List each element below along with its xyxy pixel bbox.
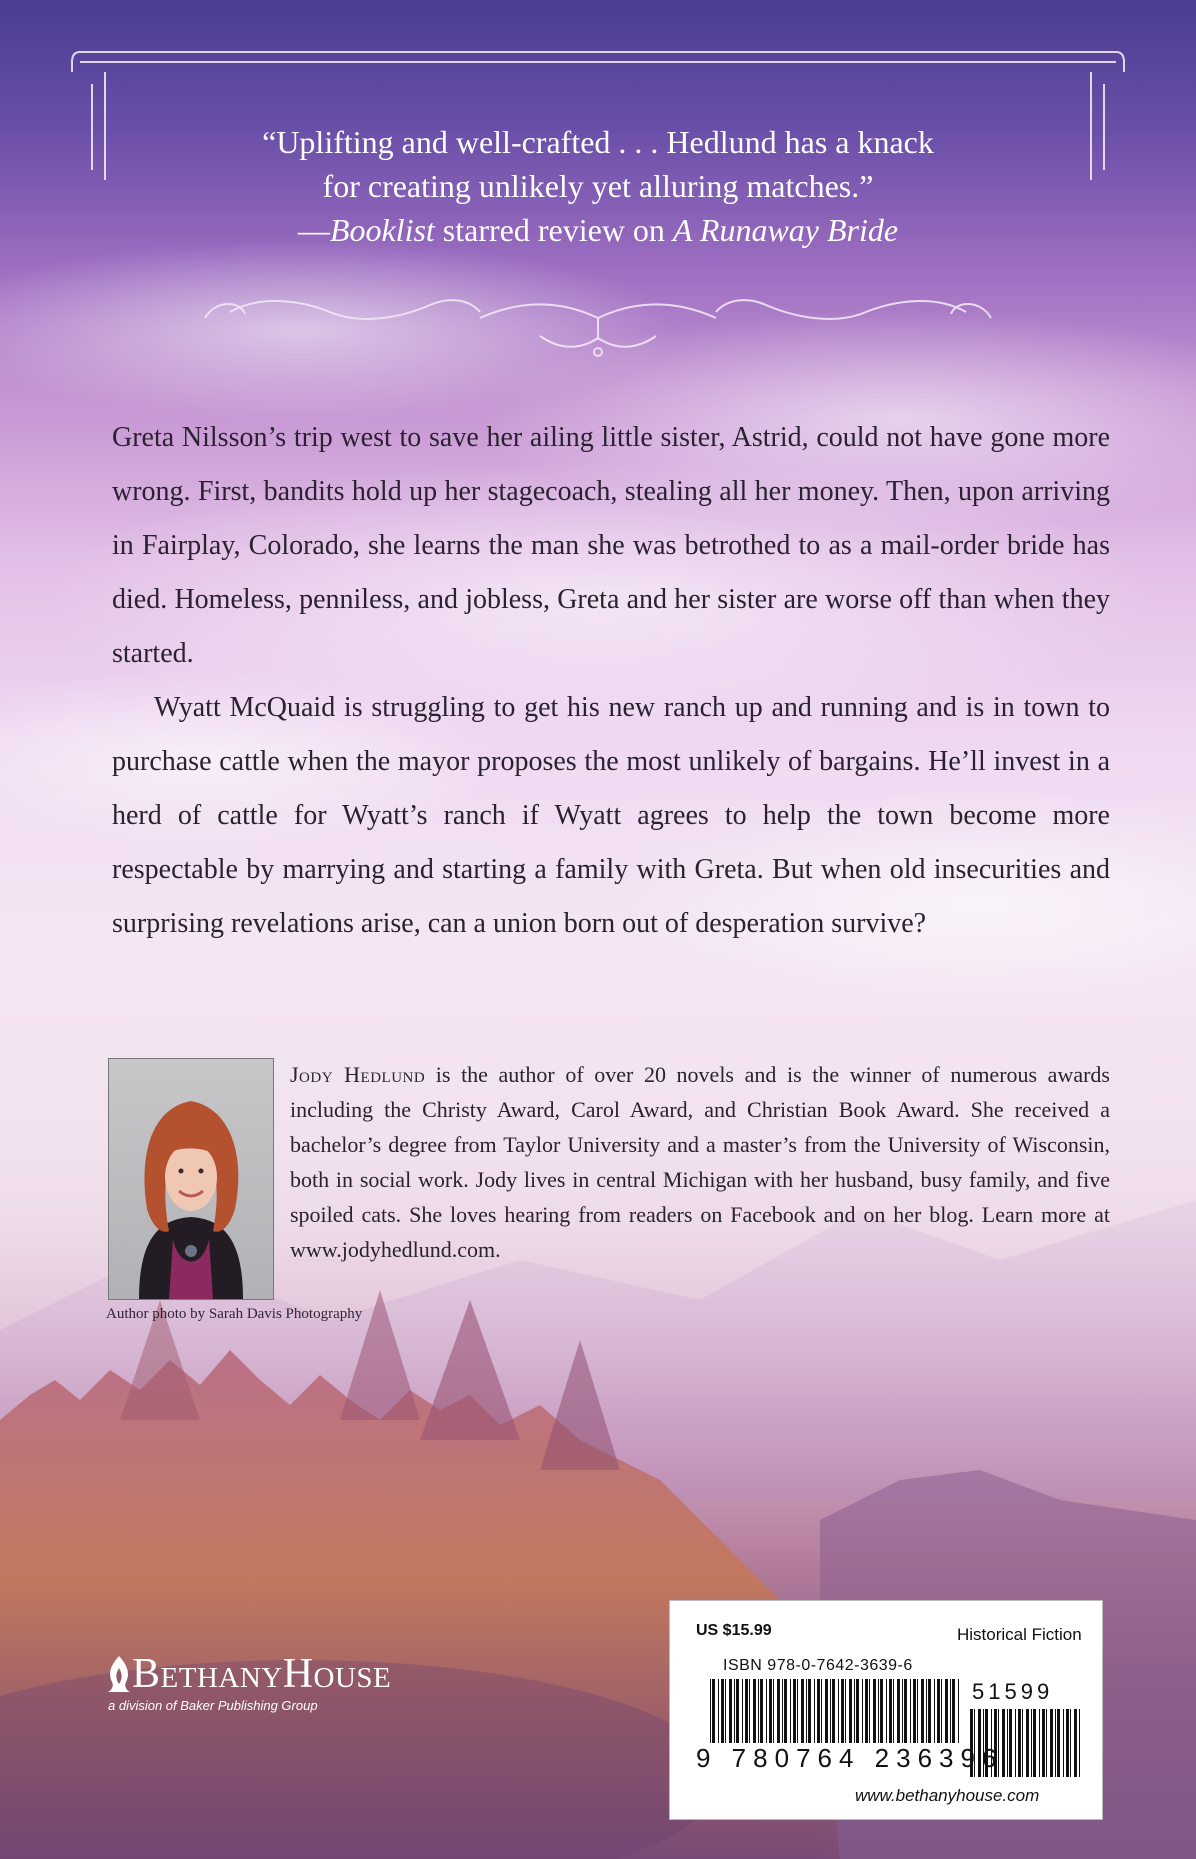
barcode-bar [777,1679,780,1743]
barcode-bar [1042,1709,1045,1777]
quote-line-2: for creating unlikely yet alluring matches.” [322,168,874,204]
barcode-bar [814,1679,815,1743]
barcode-bar [832,1679,835,1743]
barcode-bar [1015,1709,1016,1777]
barcode-bar [904,1679,907,1743]
barcode-bar [710,1679,711,1743]
barcode-bar [1022,1709,1023,1777]
barcode-bar [734,1679,735,1743]
barcode-bar [808,1679,811,1743]
publisher-subtitle: a division of Baker Publishing Group [108,1698,318,1713]
barcode-bar [845,1679,846,1743]
barcode-bar [893,1679,894,1743]
book-blurb [112,411,1110,951]
barcode-bar [937,1679,940,1743]
barcode-bar [1026,1709,1029,1777]
barcode-bar [1033,1709,1036,1777]
barcode-bar [921,1679,924,1743]
barcode-bar [880,1679,883,1743]
barcode-bar [830,1679,831,1743]
barcode-bar [753,1679,756,1743]
barcode-bar [934,1679,935,1743]
attribution-source: Booklist [329,212,435,248]
barcode-bar [1018,1709,1021,1777]
author-bio-text [290,1057,1110,1267]
barcode-bar [1009,1709,1012,1777]
barcode-bar [1079,1709,1080,1777]
author-portrait-icon [109,1059,273,1299]
barcode-bar [797,1679,798,1743]
barcode-bar [910,1679,911,1743]
price-label: US $15.99 [696,1622,772,1639]
barcode-bar [712,1679,715,1743]
barcode-bar [1050,1709,1053,1777]
barcode-bar [889,1679,892,1743]
barcode-bar [721,1679,724,1743]
barcode-bar [745,1679,748,1743]
barcode-bar [769,1679,772,1743]
flame-logo-icon [106,1654,132,1694]
barcode-bar [758,1679,759,1743]
barcode-bar [1046,1709,1047,1777]
barcode-bar [950,1679,951,1743]
barcode-bar [928,1679,931,1743]
barcode-bar [817,1679,820,1743]
isbn-label: ISBN 978-0-7642-3639-6 [723,1657,913,1674]
publisher-logo [106,1650,391,1713]
category-label: Historical Fiction [957,1625,1082,1644]
website-url: www.bethanyhouse.com [855,1786,1040,1805]
barcode-bar [917,1679,918,1743]
barcode-bar [865,1679,868,1743]
barcode-bar [926,1679,927,1743]
barcode-bar [862,1679,863,1743]
barcode-bar [897,1679,900,1743]
barcode-bar [773,1679,774,1743]
review-quote [150,120,1046,252]
barcode-bar [825,1679,828,1743]
barcode-bar [801,1679,804,1743]
barcode-bar [782,1679,783,1743]
barcode-bar [1070,1709,1071,1777]
barcode-bar [838,1679,839,1743]
barcode-bar [958,1679,959,1743]
barcode-bar [749,1679,750,1743]
quote-line-1: “Uplifting and well-crafted . . . Hedlund has a knack [262,124,934,160]
publisher-name-row [106,1650,391,1698]
addon-number: 51599 [972,1679,1054,1704]
barcode-bar [902,1679,903,1743]
attribution-dash: — [297,212,330,248]
quote-attribution [150,208,1046,252]
barcode-bar [718,1679,719,1743]
barcode-bar [856,1679,859,1743]
barcode-bar [878,1679,879,1743]
barcode-bar [784,1679,787,1743]
barcode-bar [945,1679,948,1743]
barcode-bar [854,1679,855,1743]
barcode-bar [952,1679,955,1743]
barcode-bar [873,1679,876,1743]
author-bio [290,1057,1110,1267]
author-photo [108,1058,274,1300]
barcode-bar [841,1679,844,1743]
author-name: Jody Hedlund [290,1062,426,1087]
barcode-bar [760,1679,763,1743]
attribution-middle: starred review on [434,212,673,248]
barcode-bar [1074,1709,1077,1777]
isbn-digits: 9 780764 236396 [696,1743,1004,1773]
barcode-bar [913,1679,916,1743]
barcode-bar [1057,1709,1060,1777]
barcode-bar [742,1679,743,1743]
barcode-bar [869,1679,870,1743]
barcode-bar [793,1679,796,1743]
barcode-bar [1066,1709,1069,1777]
barcode-bar [725,1679,726,1743]
attribution-book-title: A Runaway Bride [672,212,899,248]
barcode-bar [1039,1709,1040,1777]
barcode-bar [766,1679,767,1743]
barcode-bar [1063,1709,1064,1777]
barcode-bar [806,1679,807,1743]
barcode-bar [736,1679,739,1743]
barcode-bar [941,1679,942,1743]
photo-credit: Author photo by Sarah Davis Photography [106,1306,363,1322]
blurb-paragraph-1: Greta Nilsson’s trip west to save her ailing little sister, Astrid, could not have gone more wrong. First, bandits hold up her stagecoach, stealing all her money. Then, upon arriving in Fairplay, Colorado, she learns the man she was betrothed to as a mail-order bride has died. Homeless, penniless, and jobless, Greta and her sister are worse off than when they started. [112,422,1110,669]
publisher-name: BethanyHouse [132,1651,392,1697]
barcode-box [669,1600,1103,1820]
barcode-bar [1007,1709,1008,1777]
barcode-bar [849,1679,852,1743]
barcode-bar [1031,1709,1032,1777]
barcode-bar [821,1679,822,1743]
barcode-bar [886,1679,887,1743]
barcode-bar [729,1679,732,1743]
barcode-bar [1055,1709,1056,1777]
barcode-bar [790,1679,791,1743]
author-bio-body: is the author of over 20 novels and is the winner of numerous awards including the Christy Award, Carol Award, and Christian Book Award. She received a bachelor’s degree from Taylor University and a master’s from the University of Wisconsin, both in social work. Jody lives in central Michigan with her husband, busy family, and five spoiled cats. She loves hearing from readers on Facebook and on her blog. Learn more at www.jodyhedlund.com. [290,1062,1110,1262]
blurb-paragraph-2: Wyatt McQuaid is struggling to get his new ranch up and running and is in town to purchase cattle when the mayor proposes the most unlikely of bargains. He’ll invest in a herd of cattle for Wyatt’s ranch if Wyatt agrees to help the town become more respectable by marrying and starting a family with Greta. But when old insecurities and surprising revelations arise, can a union born out of desperation survive? [112,692,1110,939]
